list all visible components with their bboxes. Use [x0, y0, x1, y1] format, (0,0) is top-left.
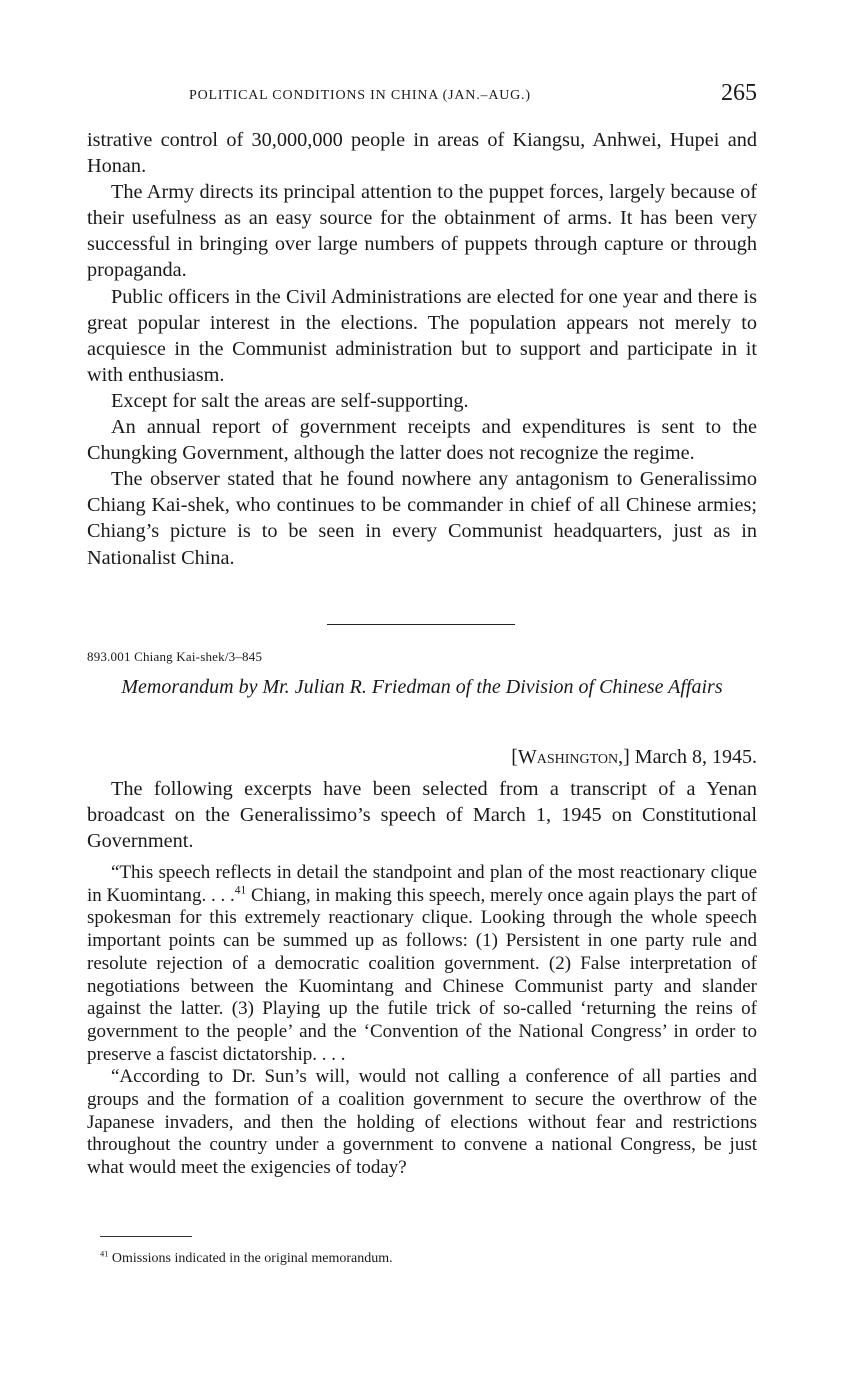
footnote: [100, 1251, 393, 1267]
dateline-date: March 8, 1945.: [634, 746, 757, 768]
paragraph: The observer stated that he found nowhere any antagonism to Generalissimo Chiang Kai-shek, who continues to be commander in chief of all Chinese armies; Chiang’s picture is to be seen in every Communist headquarters, just as in Nationalist China.: [87, 468, 757, 569]
intro-paragraph: The following excerpts have been selected from a transcript of a Yenan broadcast on the Generalissimo’s speech of March 1, 1945 on Constitutional Government.: [87, 778, 757, 853]
memorandum-title: Memorandum by Mr. Julian R. Friedman of the Division of Chinese Affairs: [121, 676, 723, 698]
excerpt-text: “This speech reflects in detail the standpoint and plan of the most reactionary clique in Kuomintang. . . .: [87, 862, 757, 906]
paragraph-continued: istrative control of 30,000,000 people in areas of Kiangsu, Anhwei, Hupei and Honan.: [87, 129, 757, 178]
dateline-place: [Washington,]: [511, 746, 630, 768]
running-header: [87, 80, 757, 114]
excerpt-text: Chiang, in making this speech, merely once again plays the part of spokesman for this extremely reactionary clique. Looking through the whole speech important points can be summed up as follows: (1) Persistent in one party rule and resolute rejection of a democratic coalition government. (2) False interpretation of negotiations between the Kuomintang and Chinese Communist party and slander against the latter. (3) Playing up the futile trick of so-called ‘returning the reins of government to the people’ and the ‘Convention of the National Congress’ in order to preserve a fascist dictatorship. . . .: [87, 884, 757, 1065]
excerpt-paragraph: “According to Dr. Sun’s will, would not calling a conference of all parties and groups and the formation of a coalition government to secure the overthrow of the Japanese invaders, and then the holding of elections without fear and restrictions throughout the country under a government to convene a national Congress, be just what would meet the exigencies of today?: [87, 1066, 757, 1179]
paragraph: Public officers in the Civil Administrations are elected for one year and there is great popular interest in the elections. The population appears not merely to acquiesce in the Communist administration but to support and participate in it with enthusiasm.: [87, 285, 757, 386]
paragraph: An annual report of government receipts and expenditures is sent to the Chungking Government, although the latter does not recognize the regime.: [87, 416, 757, 465]
running-title: POLITICAL CONDITIONS IN CHINA (JAN.–AUG.): [189, 88, 531, 103]
excerpt-paragraph: [87, 862, 757, 1066]
dateline: [511, 746, 757, 769]
body-text: [87, 127, 757, 571]
paragraph: Except for salt the areas are self-supporting.: [111, 389, 469, 412]
footnote-text: Omissions indicated in the original memorandum.: [108, 1251, 393, 1266]
footnote-divider: [100, 1236, 192, 1237]
page-number: 265: [721, 80, 757, 106]
footnote-marker: 41: [100, 1249, 109, 1259]
section-divider: [327, 624, 515, 625]
file-number: 893.001 Chiang Kai-shek/3–845: [87, 649, 263, 664]
paragraph: The Army directs its principal attention to the puppet forces, largely because of their usefulness as an easy source for the obtainment of arms. It has been very successful in bringing over large numbers of puppets through capture or through propaganda.: [87, 181, 757, 282]
footnote-reference: 41: [234, 884, 247, 897]
broadcast-excerpt: [87, 862, 757, 1180]
